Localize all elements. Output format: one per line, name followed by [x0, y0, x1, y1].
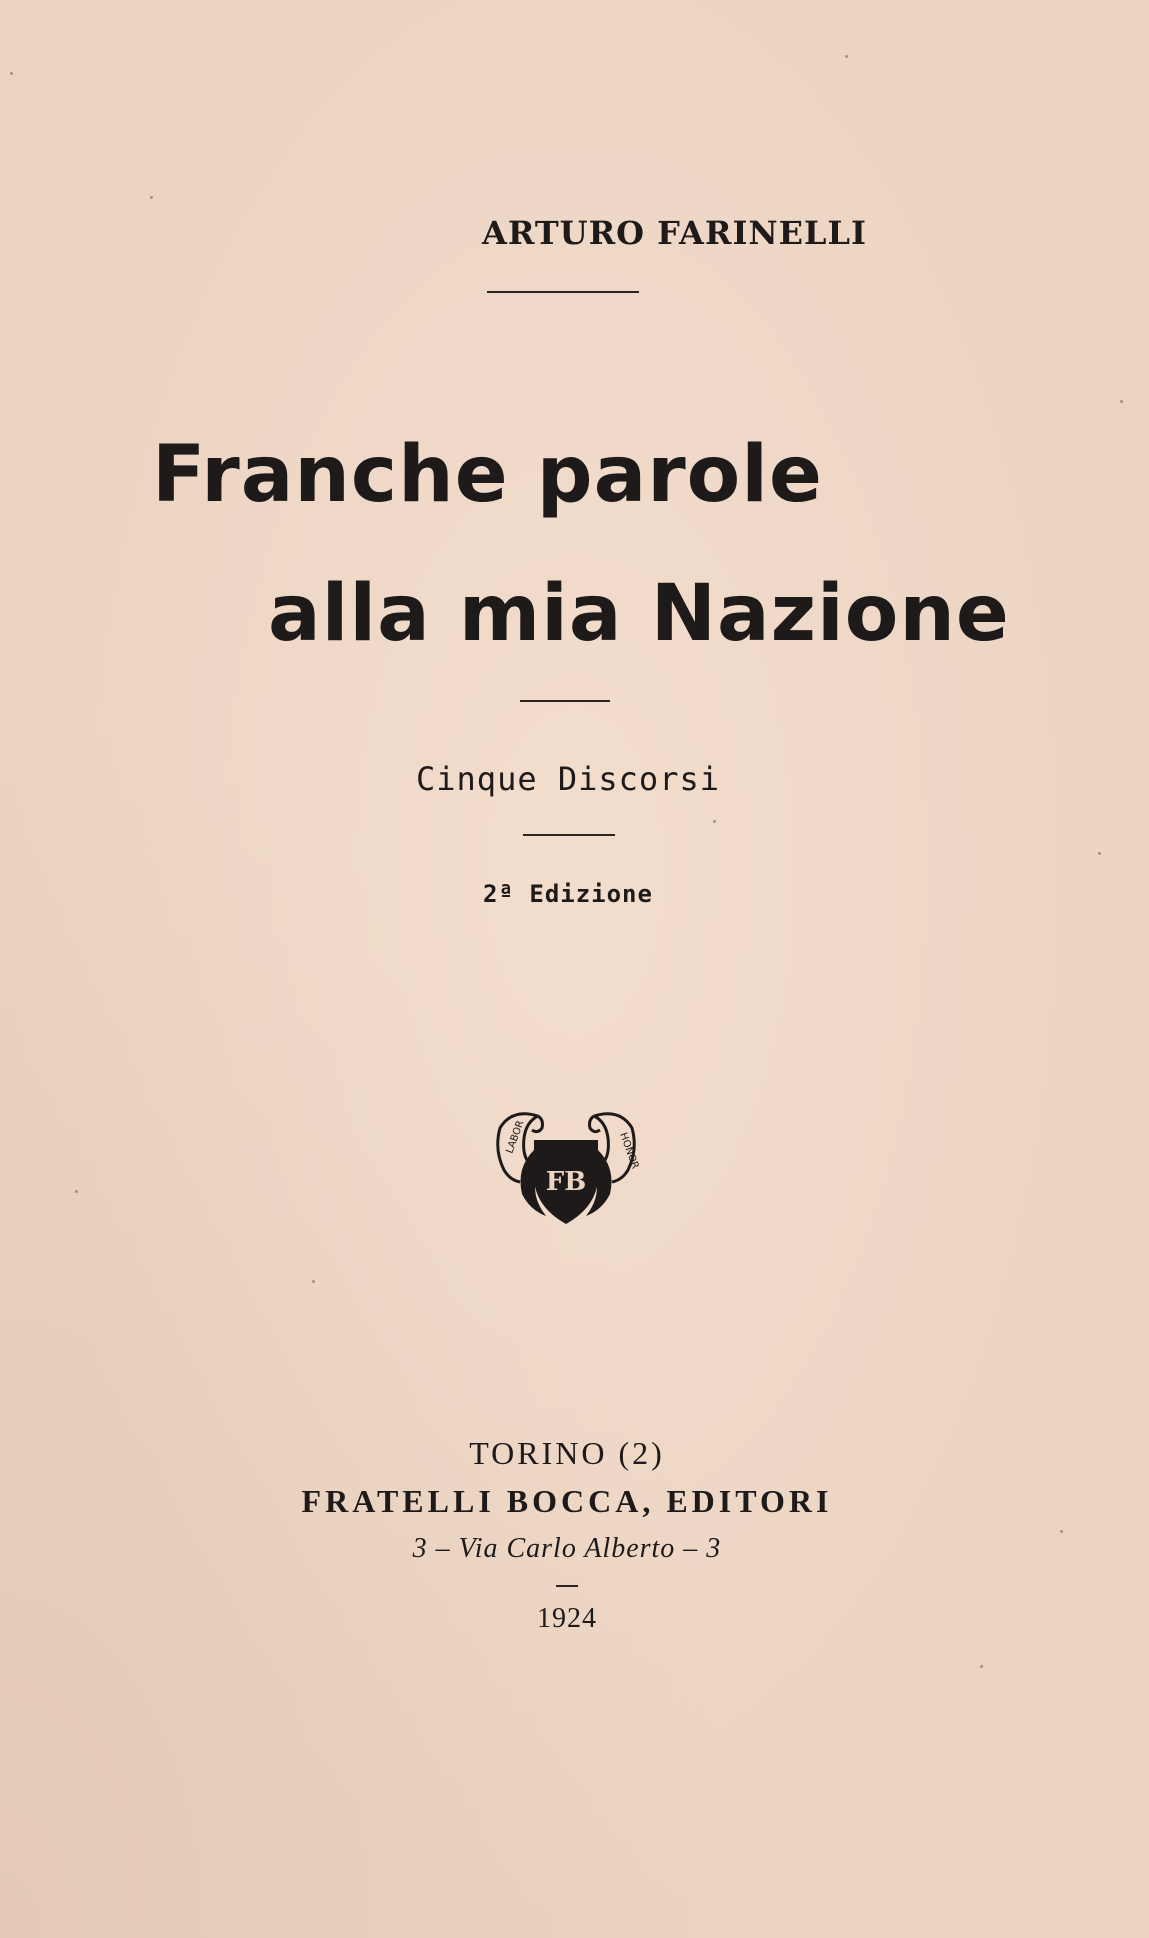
paper-speck — [980, 1665, 983, 1668]
imprint-year: 1924 — [537, 1603, 597, 1634]
printer-device-icon — [486, 1098, 646, 1238]
paper-speck — [75, 1190, 78, 1193]
paper-speck — [845, 55, 848, 58]
paper-speck — [713, 820, 716, 823]
paper-speck — [150, 196, 153, 199]
motto-right: HONOR — [617, 1131, 641, 1171]
divider-rule — [520, 700, 610, 702]
subtitle: Cinque Discorsi — [416, 760, 720, 798]
divider-rule — [523, 834, 615, 836]
imprint-address: 3 – Via Carlo Alberto – 3 — [412, 1533, 722, 1564]
divider-rule — [556, 1585, 578, 1587]
edition-label: 2ª Edizione — [483, 880, 653, 908]
book-title-line-1: Franche parole — [152, 430, 823, 520]
paper-speck — [312, 1280, 315, 1283]
paper-speck — [1098, 852, 1101, 855]
motto-left: LABOR — [504, 1119, 527, 1156]
imprint-city: TORINO (2) — [469, 1435, 665, 1471]
divider-rule — [487, 291, 639, 293]
author-name: ARTURO FARINELLI — [481, 214, 868, 252]
book-title-line-2: alla mia Nazione — [268, 569, 1010, 659]
imprint-publisher: FRATELLI BOCCA, EDITORI — [301, 1483, 833, 1519]
monogram: FB — [545, 1167, 587, 1197]
paper-speck — [1120, 400, 1123, 403]
paper-speck — [10, 72, 13, 75]
